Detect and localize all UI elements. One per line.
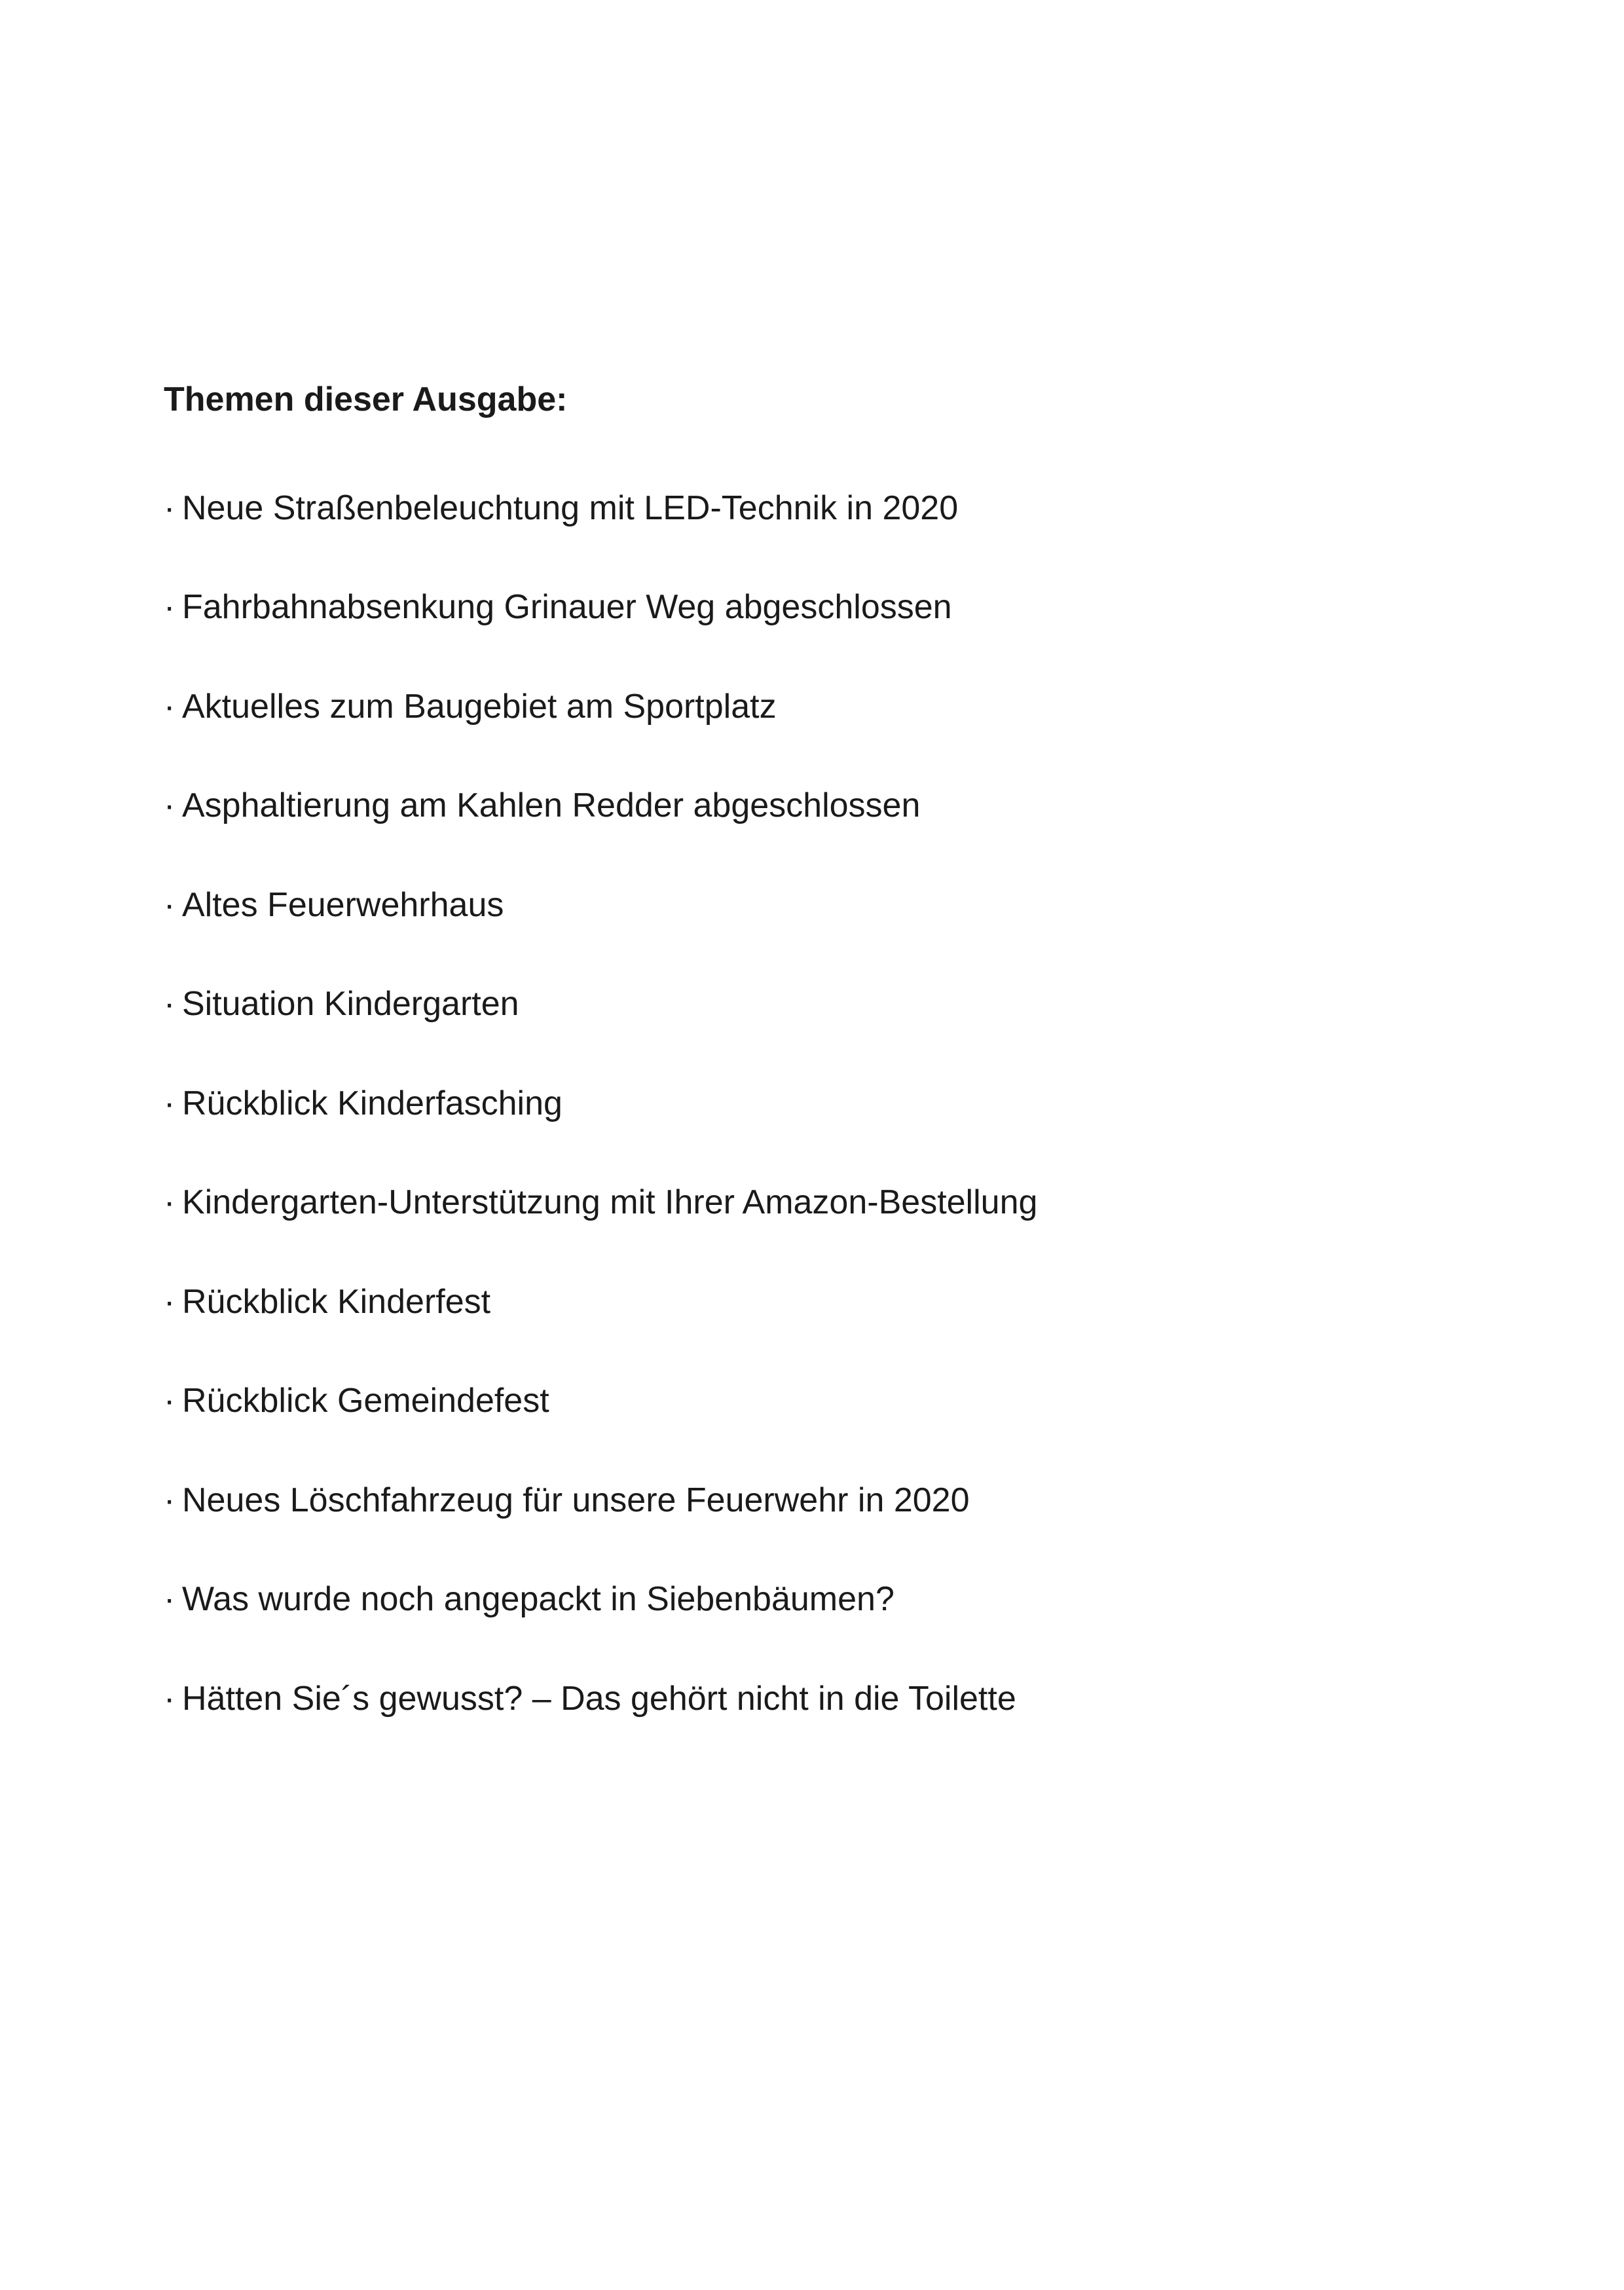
topic-text: Rückblick Gemeindefest <box>182 1382 549 1420</box>
topic-item <box>164 756 1408 856</box>
topics-section <box>164 373 1408 1773</box>
topic-item <box>164 855 1408 955</box>
bullet-mark: · <box>164 1084 175 1122</box>
topic-item <box>164 1054 1408 1153</box>
topics-heading: Themen dieser Ausgabe: <box>164 380 568 418</box>
topic-text: Aktuelles zum Baugebiet am Sportplatz <box>182 687 777 726</box>
topic-text: Rückblick Kinderfest <box>182 1282 491 1321</box>
topic-text: Rückblick Kinderfasching <box>182 1084 563 1122</box>
topic-item <box>164 1550 1408 1650</box>
bullet-mark: · <box>164 1382 175 1420</box>
topic-item <box>164 1649 1408 1748</box>
topic-text: Neue Straßenbeleuchtung mit LED-Technik in 2020 <box>182 489 959 527</box>
bullet-mark: · <box>164 1679 175 1718</box>
bullet-mark: · <box>164 588 175 627</box>
topic-item <box>164 1153 1408 1253</box>
topic-text: Was wurde noch angepackt in Siebenbäumen? <box>182 1580 895 1619</box>
bullet-mark: · <box>164 786 175 825</box>
topic-text: Hätten Sie´s gewusst? – Das gehört nicht in die Toilette <box>182 1679 1016 1718</box>
topic-text: Asphaltierung am Kahlen Redder abgeschlossen <box>182 786 921 825</box>
topic-text: Fahrbahnabsenkung Grinauer Weg abgeschlossen <box>182 588 952 627</box>
bullet-mark: · <box>164 687 175 726</box>
topic-item <box>164 458 1408 558</box>
topic-item <box>164 657 1408 756</box>
bullet-mark: · <box>164 1183 175 1222</box>
bullet-mark: · <box>164 1481 175 1519</box>
topic-item <box>164 955 1408 1054</box>
topic-item <box>164 1450 1408 1550</box>
bullet-mark: · <box>164 985 175 1024</box>
bullet-mark: · <box>164 1282 175 1321</box>
topic-item <box>164 558 1408 657</box>
bullet-mark: · <box>164 1580 175 1619</box>
topic-text: Altes Feuerwehrhaus <box>182 885 504 924</box>
topic-item <box>164 1352 1408 1451</box>
topic-text: Situation Kindergarten <box>182 985 519 1024</box>
topic-text: Neues Löschfahrzeug für unsere Feuerwehr in 2020 <box>182 1481 970 1519</box>
bullet-mark: · <box>164 885 175 924</box>
topics-list <box>164 483 1408 1773</box>
topic-text: Kindergarten-Unterstützung mit Ihrer Amazon-Bestellung <box>182 1183 1038 1222</box>
topic-item <box>164 1252 1408 1352</box>
bullet-mark: · <box>164 489 175 527</box>
